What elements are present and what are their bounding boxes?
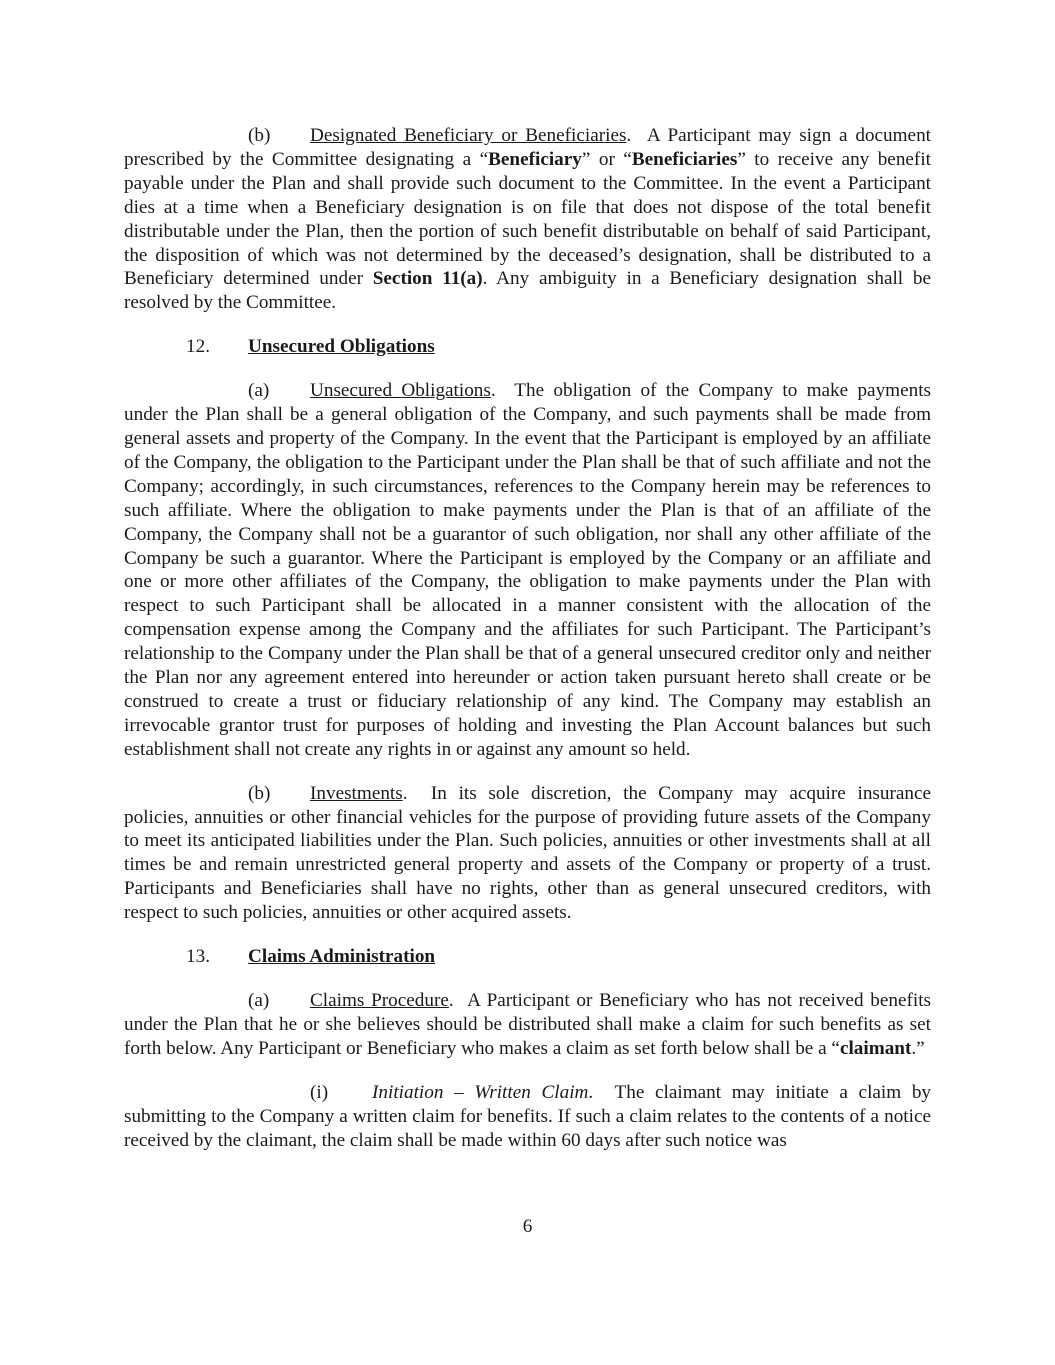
section-13-heading xyxy=(186,945,931,969)
section-12a-title-punct: . xyxy=(490,380,496,402)
section-12a-body: The obligation of the Company to make payments under the Plan shall be a general obligation of the Company, and such payments shall be made from general assets and property of the Company. In the event that the Participant is employed by an affiliate of the Company, the obligation to the Participant under the Plan shall be that of such affiliate and not the Company; accordingly, in such circumstances, references to the Company herein may be references to such affiliate. Where the obligation to make payments under the Plan is that of an affiliate of the Company, the Company shall not be a guarantor of such obligation, nor shall any other affiliate of the Company be such a guarantor. Where the Participant is employed by the Company or an affiliate and one or more other affiliates of the Company, the obligation to make payments under the Plan with respect to such Participant shall be allocated in a manner consistent with the allocation of the compensation expense among the Company and the affiliates for such Participant. The Participant’s relationship to the Company under the Plan shall be that of a general unsecured creditor only and neither the Plan nor any agreement entered into hereunder or action taken pursuant hereto shall create or be construed to create a trust or fiduciary relationship of any kind. The Company may establish an irrevocable grantor trust for purposes of holding and investing the Plan Account balances but such establishment shall not create any rights in or against any amount so held. xyxy=(124,380,931,760)
section-13ai-title: Initiation – Written Claim xyxy=(372,1081,589,1103)
page-number: 6 xyxy=(522,1216,533,1237)
section-12a-title: Unsecured Obligations xyxy=(310,380,491,402)
defined-term-claimant: claimant xyxy=(839,1037,912,1059)
defined-term-beneficiaries: Beneficiaries xyxy=(631,148,738,170)
section-11b-text-4: . Any ambiguity in a Beneficiary designation shall be resolved by the Committee. xyxy=(124,268,931,314)
section-11b-text-3: ” to receive any benefit payable under the Plan and shall provide such document to the Committee. In the event a Participant dies at a time when a Beneficiary designation is on file that does not dispose of the total benefit distributable under the Plan, then the portion of such benefit distributable on behalf of said Participant, the disposition of which was not determined by the deceased’s designation, shall be distributed to a Beneficiary determined under xyxy=(124,148,931,290)
section-12b-title: Investments xyxy=(310,782,403,804)
section-13ai-title-punct: . xyxy=(588,1081,594,1103)
section-11b-text-1: A Participant may sign a document prescribed by the Committee designating a “ xyxy=(124,125,931,170)
section-13-title: Claims Administration xyxy=(248,946,436,968)
section-13a-text-1: A Participant or Beneficiary who has not received benefits under the Plan that he or she believes should be distributed shall make a claim for such benefits as set forth below. Any Participant or Beneficiary who makes a claim as set forth below shall be a “ xyxy=(124,990,931,1059)
section-12a-paragraph xyxy=(124,379,931,762)
section-12b-body: In its sole discretion, the Company may acquire insurance policies, annuities or other financial vehicles for the purpose of providing future assets of the Company to meet its anticipated liabilities under the Plan. Such policies, annuities or other investments shall at all times be and remain unrestricted general property and assets of the Company or property of a trust. Participants and Beneficiaries shall have no rights, other than as general unsecured creditors, with respect to such policies, annuities or other acquired assets. xyxy=(124,782,932,924)
section-13a-title: Claims Procedure xyxy=(310,990,449,1011)
section-12b-title-punct: . xyxy=(402,782,408,804)
section-12b-paragraph xyxy=(124,782,931,925)
section-13ai-label: (i) xyxy=(310,1081,329,1103)
document-page xyxy=(124,124,931,1152)
section-13a-paragraph xyxy=(124,989,931,1061)
section-reference: Section 11(a) xyxy=(372,268,483,290)
section-12-number: 12. xyxy=(186,336,210,358)
section-11b-paragraph xyxy=(124,124,931,315)
section-13ai-paragraph xyxy=(124,1081,931,1153)
section-11b-text-2: ” or “ xyxy=(581,148,632,170)
section-13a-title-punct: . xyxy=(448,990,454,1011)
section-13a-label: (a) xyxy=(248,990,270,1011)
section-12-title: Unsecured Obligations xyxy=(248,336,435,358)
section-11b-title: Designated Beneficiary or Beneficiaries xyxy=(310,125,627,146)
section-12-heading xyxy=(186,335,931,359)
section-13-number: 13. xyxy=(186,946,210,968)
section-12b-label: (b) xyxy=(248,782,271,804)
defined-term-beneficiary: Beneficiary xyxy=(488,148,582,170)
section-11b-title-punct: . xyxy=(626,125,632,146)
section-12a-label: (a) xyxy=(248,380,270,402)
section-13a-text-2: .” xyxy=(911,1037,925,1059)
section-11b-label: (b) xyxy=(248,125,271,146)
section-13ai-body: The claimant may initiate a claim by submitting to the Company a written claim for benefits. If such a claim relates to the contents of a notice received by the claimant, the claim shall be made within 60 days after such notice was xyxy=(124,1081,932,1151)
